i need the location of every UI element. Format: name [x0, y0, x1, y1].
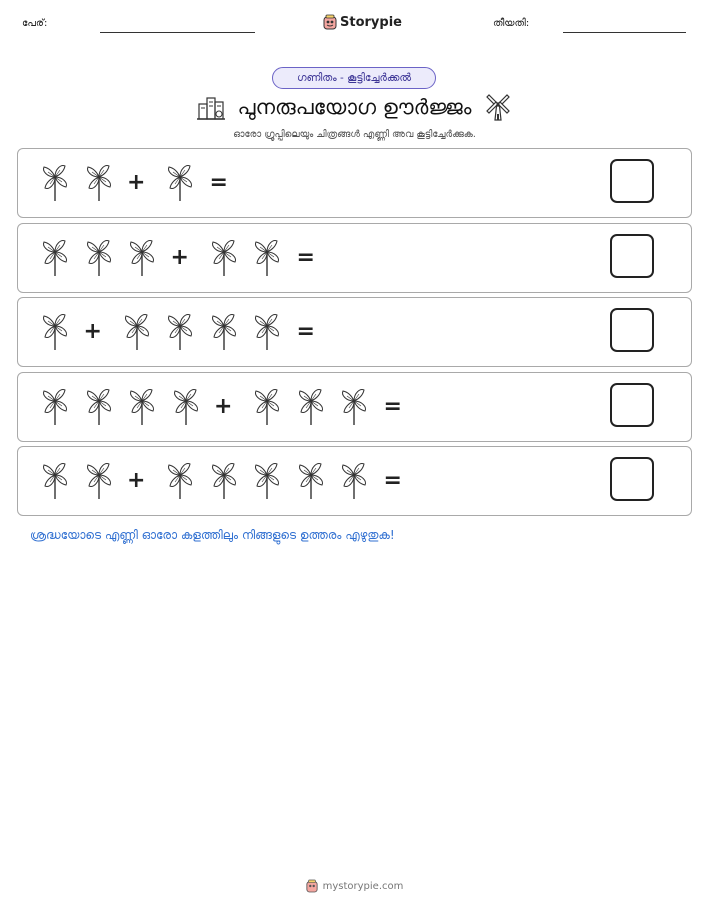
group-b-pinwheel: [163, 310, 197, 356]
group-a-pinwheel: [38, 385, 72, 431]
group-b-pinwheel: [250, 310, 284, 356]
pinwheel-icon: [207, 310, 241, 352]
group-a-pinwheel: [82, 236, 116, 282]
pinwheel-icon: [250, 459, 284, 501]
pinwheel-icon: [82, 161, 116, 203]
pinwheel-icon: [38, 161, 72, 203]
group-a-pinwheel: [82, 459, 116, 505]
pinwheel-icon: [125, 385, 159, 427]
equals-sign: =: [383, 468, 402, 493]
pinwheel-icon: [38, 310, 72, 352]
windmill-icon: [483, 92, 513, 122]
equals-sign: =: [296, 319, 315, 344]
pinwheel-icon: [250, 310, 284, 352]
group-b-pinwheel: [163, 459, 197, 505]
group-a-pinwheel: [125, 236, 159, 282]
pinwheel-icon: [337, 385, 371, 427]
group-a-pinwheel: [82, 161, 116, 207]
pinwheel-icon: [163, 459, 197, 501]
group-a-pinwheel: [82, 385, 116, 431]
answer-box[interactable]: [610, 308, 654, 352]
pinwheel-icon: [207, 459, 241, 501]
footer: [0, 879, 709, 893]
pinwheel-icon: [169, 385, 203, 427]
group-b-pinwheel: [207, 236, 241, 282]
title-row: [0, 92, 709, 122]
equals-sign: =: [209, 170, 228, 195]
plus-sign: +: [170, 244, 189, 270]
pinwheel-icon: [163, 161, 197, 203]
pinwheel-icon: [38, 236, 72, 278]
name-line[interactable]: [100, 32, 255, 33]
worksheet-header: [0, 14, 709, 38]
date-line[interactable]: [563, 32, 686, 33]
pinwheel-icon: [294, 459, 328, 501]
subject-tag: ഗണിതം - കൂട്ടിച്ചേർക്കൽ: [272, 67, 436, 89]
pinwheel-icon: [38, 459, 72, 501]
group-b-pinwheel: [207, 459, 241, 505]
group-b-pinwheel: [207, 310, 241, 356]
problem-row: [17, 297, 692, 367]
group-b-pinwheel: [337, 459, 371, 505]
pinwheel-icon: [82, 459, 116, 501]
group-b-pinwheel: [250, 459, 284, 505]
plus-sign: +: [127, 468, 146, 493]
group-a-pinwheel: [169, 385, 203, 431]
plus-sign: +: [83, 319, 102, 344]
answer-box[interactable]: [610, 383, 654, 427]
group-a-pinwheel: [125, 385, 159, 431]
problem-row: [17, 148, 692, 218]
storypie-logo-icon: [323, 14, 337, 30]
group-b-pinwheel: [294, 385, 328, 431]
group-b-pinwheel: [163, 161, 197, 207]
pinwheel-icon: [38, 385, 72, 427]
page-subtitle: ഓരോ ഗ്രൂപ്പിലെയും ചിത്രങ്ങൾ എണ്ണി അവ കൂട്ടിച്ചേർക്കുക.: [233, 129, 476, 140]
group-a-pinwheel: [38, 459, 72, 505]
group-a-pinwheel: [38, 236, 72, 282]
plus-sign: +: [127, 170, 146, 195]
group-b-pinwheel: [120, 310, 154, 356]
problem-row: [17, 372, 692, 442]
pinwheel-icon: [82, 385, 116, 427]
date-label: തീയതി:: [493, 18, 530, 29]
page-title: പുനരുപയോഗ ഊർജ്ജം: [237, 94, 472, 119]
recycling-factory-icon: [196, 92, 226, 122]
problem-row: [17, 446, 692, 516]
brand: [323, 14, 402, 30]
pinwheel-icon: [337, 459, 371, 501]
pinwheel-icon: [207, 236, 241, 278]
group-b-pinwheel: [250, 236, 284, 282]
pinwheel-icon: [250, 236, 284, 278]
group-b-pinwheel: [337, 385, 371, 431]
brand-name: Storypie: [340, 14, 402, 30]
equals-sign: =: [383, 393, 402, 419]
answer-box[interactable]: [610, 234, 654, 278]
instruction-text: ശ്രദ്ധയോടെ എണ്ണി ഓരോ കളത്തിലും നിങ്ങളുടെ ഉത്തരം എഴുതുക!: [30, 528, 395, 542]
group-b-pinwheel: [294, 459, 328, 505]
pinwheel-icon: [163, 310, 197, 352]
group-b-pinwheel: [250, 385, 284, 431]
answer-box[interactable]: [610, 457, 654, 501]
pinwheel-icon: [120, 310, 154, 352]
plus-sign: +: [214, 393, 233, 419]
answer-box[interactable]: [610, 159, 654, 203]
equals-sign: =: [296, 244, 315, 270]
pinwheel-icon: [82, 236, 116, 278]
pinwheel-icon: [294, 385, 328, 427]
group-a-pinwheel: [38, 161, 72, 207]
name-label: പേര്:: [22, 18, 48, 29]
problem-row: [17, 223, 692, 293]
group-a-pinwheel: [38, 310, 72, 356]
footer-url[interactable]: mystorypie.com: [322, 880, 404, 892]
footer-logo-icon: [306, 879, 318, 893]
pinwheel-icon: [250, 385, 284, 427]
pinwheel-icon: [125, 236, 159, 278]
